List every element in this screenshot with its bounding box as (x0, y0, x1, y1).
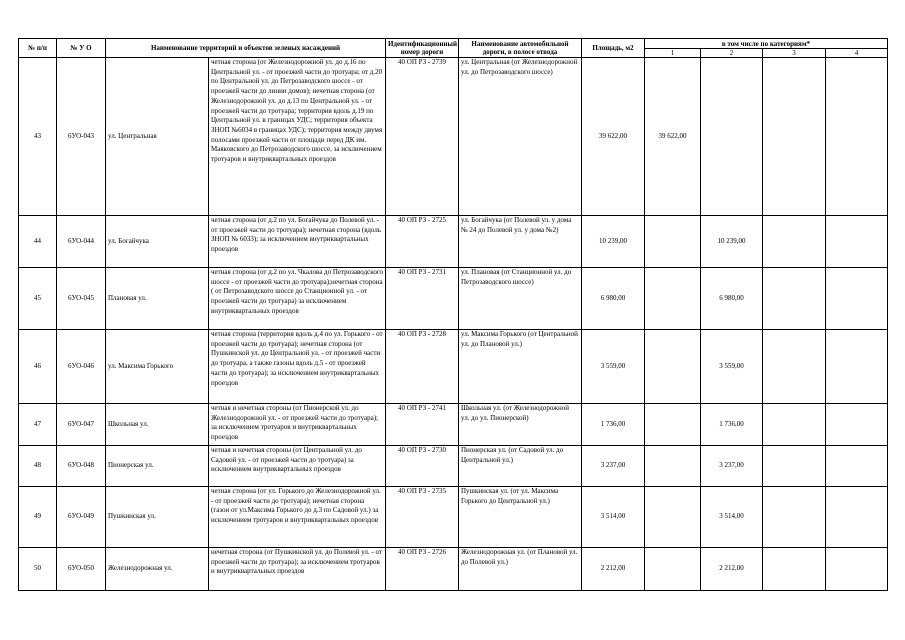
table-row (19, 268, 888, 330)
table-row (19, 404, 888, 446)
row-number: 50 (19, 548, 57, 591)
header-area: Площадь, м2 (582, 39, 645, 58)
header-name: Наименование территорий и объектов зеленых насаждений (106, 39, 386, 58)
row-ident: 40 ОП РЗ - 2735 (386, 487, 459, 548)
green-areas-table (18, 38, 888, 591)
row-cat-3 (763, 548, 826, 591)
row-cat-2: 3 237,00 (701, 446, 763, 487)
table-row (19, 58, 888, 216)
row-description: четная сторона (от ул. Горького до Железнодорожной ул. - от проезжей части до тротуара); нечетная сторона (газон от ул.Максима Горького до д.3 по Садовой ул.) за исключением тротуаров и внутриквартальных проездов (209, 487, 386, 548)
row-ident: 40 ОП РЗ - 2728 (386, 330, 459, 404)
row-cat-3 (763, 330, 826, 404)
row-ident: 40 ОП РЗ - 2731 (386, 268, 459, 330)
header-cat-4: 4 (826, 49, 888, 58)
row-uo: 6УО-049 (57, 487, 106, 548)
row-description: четная сторона (от д.2 по ул. Богайчука до Полевой ул. - от проезжей части до тротуара); нечетная сторона (вдоль ЗНОП № 6033); за исключением внутриквартальных проездов (209, 216, 386, 268)
header-cat-1: 1 (645, 49, 701, 58)
row-uo: 6УО-045 (57, 268, 106, 330)
row-cat-1 (645, 330, 701, 404)
row-number: 45 (19, 268, 57, 330)
row-name: Плановая ул. (106, 268, 209, 330)
row-cat-4 (826, 487, 888, 548)
row-name: ул. Богайчука (106, 216, 209, 268)
row-ident: 40 ОП РЗ - 2730 (386, 446, 459, 487)
row-ident: 40 ОП РЗ - 2741 (386, 404, 459, 446)
header-road: Наименование автомобильной дороги, в полосе отвода (459, 39, 582, 58)
row-cat-3 (763, 58, 826, 216)
row-number: 47 (19, 404, 57, 446)
table-row (19, 548, 888, 591)
header-cat-2: 2 (701, 49, 763, 58)
row-road: ул. Центральная (от Железнодорожной ул. до Петрозаводского шоссе) (459, 58, 582, 216)
row-name: Железнодорожная ул. (106, 548, 209, 591)
row-road: ул. Плановая (от Станционной ул. до Петрозаводского шоссе) (459, 268, 582, 330)
row-area: 3 514,00 (582, 487, 645, 548)
row-number: 49 (19, 487, 57, 548)
row-description: нечетная сторона (от Пушкинской ул. до Полевой ул. - от проезжей части до тротуара); за исключением тротуаров и внутриквартальных проездов (209, 548, 386, 591)
row-cat-2 (701, 58, 763, 216)
row-description: четная и нечетная стороны (от Пионерской ул. до Железнодорожной ул. - от проезжей части до тротуара); за исключением тротуаров и внутриквартальных проездов (209, 404, 386, 446)
row-cat-1: 39 622,00 (645, 58, 701, 216)
row-uo: 6УО-047 (57, 404, 106, 446)
row-cat-3 (763, 404, 826, 446)
row-cat-1 (645, 216, 701, 268)
row-cat-1 (645, 446, 701, 487)
row-cat-3 (763, 216, 826, 268)
row-ident: 40 ОП РЗ - 2726 (386, 548, 459, 591)
row-cat-4 (826, 404, 888, 446)
row-uo: 6УО-050 (57, 548, 106, 591)
row-cat-4 (826, 216, 888, 268)
row-road: Школьная ул. (от Железнодорожной ул. до ул. Пионерской) (459, 404, 582, 446)
header-categories: в том числе по категориям* (645, 39, 888, 49)
row-name: Пушкинская ул. (106, 487, 209, 548)
row-area: 6 980,00 (582, 268, 645, 330)
row-cat-2: 10 239,00 (701, 216, 763, 268)
row-uo: 6УО-046 (57, 330, 106, 404)
table-row (19, 446, 888, 487)
document-page (18, 38, 887, 591)
row-road: Пионерская ул. (от Садовой ул. до Центральной ул.) (459, 446, 582, 487)
row-area: 2 212,00 (582, 548, 645, 591)
row-area: 1 736,00 (582, 404, 645, 446)
row-cat-1 (645, 268, 701, 330)
header-cat-3: 3 (763, 49, 826, 58)
row-number: 48 (19, 446, 57, 487)
row-description: четная сторона (территория вдоль д.4 по ул. Горького - от проезжей части до тротуара); нечетная сторона (от Пушкинской ул. до Центральной ул. - от проезжей части до тротуара, а также газоны вдоль д.5 - от проезжей части до тротуара); за исключением внутриквартальных проездов (209, 330, 386, 404)
header-num: № п/п (19, 39, 57, 58)
row-cat-1 (645, 548, 701, 591)
row-cat-2: 1 736,00 (701, 404, 763, 446)
row-ident: 40 ОП РЗ - 2725 (386, 216, 459, 268)
row-road: Железнодорожная ул. (от Плановой ул. до Полевой ул.) (459, 548, 582, 591)
row-cat-3 (763, 446, 826, 487)
row-cat-1 (645, 487, 701, 548)
row-road: ул. Богайчука (от Полевой ул. у дома № 24 до Полевой ул. у дома №2) (459, 216, 582, 268)
header-row (19, 39, 888, 49)
row-cat-2: 3 559,00 (701, 330, 763, 404)
table-row (19, 487, 888, 548)
row-uo: 6УО-048 (57, 446, 106, 487)
row-uo: 6УО-044 (57, 216, 106, 268)
row-cat-2: 3 514,00 (701, 487, 763, 548)
row-cat-2: 2 212,00 (701, 548, 763, 591)
row-description: четная и нечетная стороны (от Центральной ул. до Садовой ул. - от проезжей части до тротуара) за исключением внутриквартальных проездов (209, 446, 386, 487)
row-cat-4 (826, 446, 888, 487)
table-row (19, 330, 888, 404)
row-description: четная сторона (от д.2 по ул. Чкалова до Петрозаводского шоссе - от проезжей части до тротуара);нечетная сторона ( от Петрозаводского шоссе до Станционной ул. - от проезжей части до тротуара) за исключением внутриквартальных проездов (209, 268, 386, 330)
row-name: ул. Максима Горького (106, 330, 209, 404)
row-cat-4 (826, 548, 888, 591)
row-cat-1 (645, 404, 701, 446)
row-cat-4 (826, 58, 888, 216)
row-description: четная сторона (от Железнодорожной ул. до д.16 по Центральной ул. - от проезжей части до тротуара; от д.20 по Центральной ул. до Петрозаводского шоссе - от проезжей части до линии домов); нечетная сторона (от Железнодорожной ул. до д.13 по Центральной ул. - от проезжей части до тротуара; территория вдоль д.19 по Центральной ул. в границах УДС; территория объекта ЗНОП №6034 в границах УДС); территория между двумя полосами проезжей части от площади перед ДК им. Маяковского до Петрозаводского шоссе, за исключением тротуаров и внутриквартальных проездов (209, 58, 386, 216)
row-name: Школьная ул. (106, 404, 209, 446)
table-row (19, 216, 888, 268)
row-area: 39 622,00 (582, 58, 645, 216)
row-uo: 6УО-043 (57, 58, 106, 216)
row-road: Пушкинская ул. (от ул. Максима Горького до Центральной ул.) (459, 487, 582, 548)
row-name: Пионерская ул. (106, 446, 209, 487)
row-number: 43 (19, 58, 57, 216)
row-cat-4 (826, 268, 888, 330)
row-road: ул. Максима Горького (от Центральной ул. до Плановой ул.) (459, 330, 582, 404)
row-area: 3 559,00 (582, 330, 645, 404)
row-cat-3 (763, 487, 826, 548)
row-number: 46 (19, 330, 57, 404)
row-cat-2: 6 980,00 (701, 268, 763, 330)
row-area: 3 237,00 (582, 446, 645, 487)
row-name: ул. Центральная (106, 58, 209, 216)
row-cat-3 (763, 268, 826, 330)
row-ident: 40 ОП РЗ - 2739 (386, 58, 459, 216)
row-number: 44 (19, 216, 57, 268)
row-area: 10 239,00 (582, 216, 645, 268)
row-cat-4 (826, 330, 888, 404)
header-ident: Идентификационный номер дороги (386, 39, 459, 58)
header-uo: № У О (57, 39, 106, 58)
